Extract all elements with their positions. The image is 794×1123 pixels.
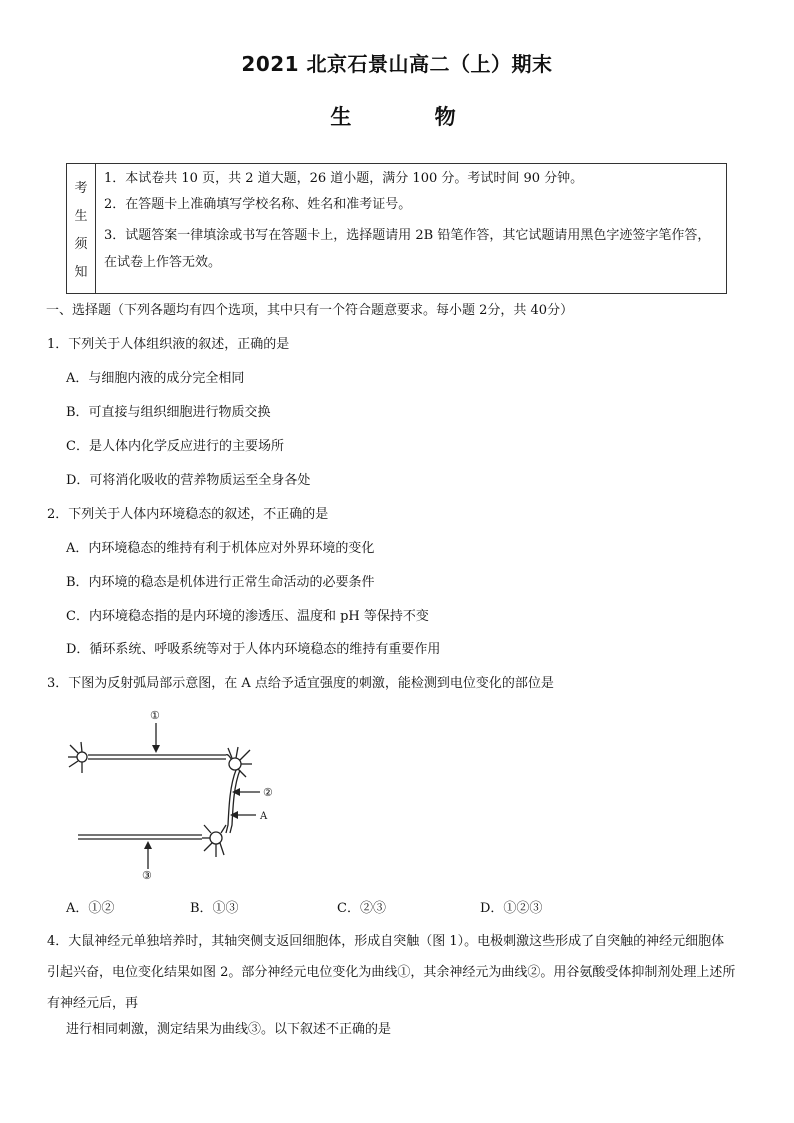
- diagram-label-3: ③: [142, 869, 152, 882]
- question-stem-continuation: 进行相同刺激，测定结果为曲线③。以下叙述不正确的是: [66, 1022, 392, 1037]
- neuron-top-left: [68, 742, 87, 773]
- diagram-label-2: ②: [263, 786, 273, 799]
- question-stem: 2．下列关于人体内环境稳态的叙述，不正确的是: [47, 507, 329, 522]
- question-option: B．内环境的稳态是机体进行正常生命活动的必要条件: [66, 575, 375, 590]
- question-stem: 4．大鼠神经元单独培养时，其轴突侧支返回细胞体，形成自突触（图 1）。电极刺激这些形成了自突触的神经元细胞体引起兴奋，电位变化结果如图 2。部分神经元电位变化为曲线①，其余神经元为曲线②。用谷氨酸受体抑制剂处理上述所有神经元后，再: [47, 934, 736, 1011]
- notice-label-char: 考: [74, 181, 88, 196]
- notice-item: 2．在答题卡上准确填写学校名称、姓名和准考证号。: [104, 197, 412, 212]
- exam-notice-box: [66, 163, 727, 294]
- notice-label: [67, 164, 96, 293]
- diagram-label-1: ①: [150, 709, 160, 722]
- question-stem: 3．下图为反射弧局部示意图，在 A 点给予适宜强度的刺激，能检测到电位变化的部位是: [47, 676, 554, 691]
- section-heading: 一、选择题（下列各题均有四个选项，其中只有一个符合题意要求。每小题 2分，共 40分）: [46, 303, 574, 318]
- notice-item: 1．本试卷共 10 页，共 2 道大题，26 道小题，满分 100 分。考试时间 90 分钟。: [104, 171, 584, 186]
- question-option: A．①②: [66, 901, 115, 916]
- question-option: D．循环系统、呼吸系统等对于人体内环境稳态的维持有重要作用: [66, 642, 441, 657]
- question-option: B．①③: [190, 901, 239, 916]
- neuron-bottom: [202, 825, 226, 857]
- notice-label-char: 生: [74, 209, 88, 224]
- question-option: D．可将消化吸收的营养物质运至全身各处: [66, 473, 311, 488]
- exam-title: 2021 北京石景山高二（上）期末: [241, 52, 553, 76]
- diagram-label-a: A: [260, 811, 268, 822]
- notice-body: [96, 164, 726, 293]
- question-option: D．①②③: [480, 901, 543, 916]
- reflex-arc-diagram: [66, 705, 296, 885]
- question-option: B．可直接与组织细胞进行物质交换: [66, 405, 271, 420]
- question-option: A．内环境稳态的维持有利于机体应对外界环境的变化: [66, 541, 375, 556]
- notice-label-char: 须: [74, 237, 88, 252]
- subject-title: 生 物: [330, 105, 494, 129]
- notice-label-char: 知: [74, 265, 88, 280]
- question-option: C．是人体内化学反应进行的主要场所: [66, 439, 284, 454]
- question-option: C．②③: [337, 901, 386, 916]
- notice-item: 3．试题答案一律填涂或书写在答题卡上，选择题请用 2B 铅笔作答，其它试题请用黑色字迹签字笔作答，在试卷上作答无效。: [104, 228, 711, 270]
- question-stem: 1．下列关于人体组织液的叙述，正确的是: [47, 337, 290, 352]
- question-option: A．与细胞内液的成分完全相同: [66, 371, 245, 386]
- question-option: C．内环境稳态指的是内环境的渗透压、温度和 pH 等保持不变: [66, 609, 429, 624]
